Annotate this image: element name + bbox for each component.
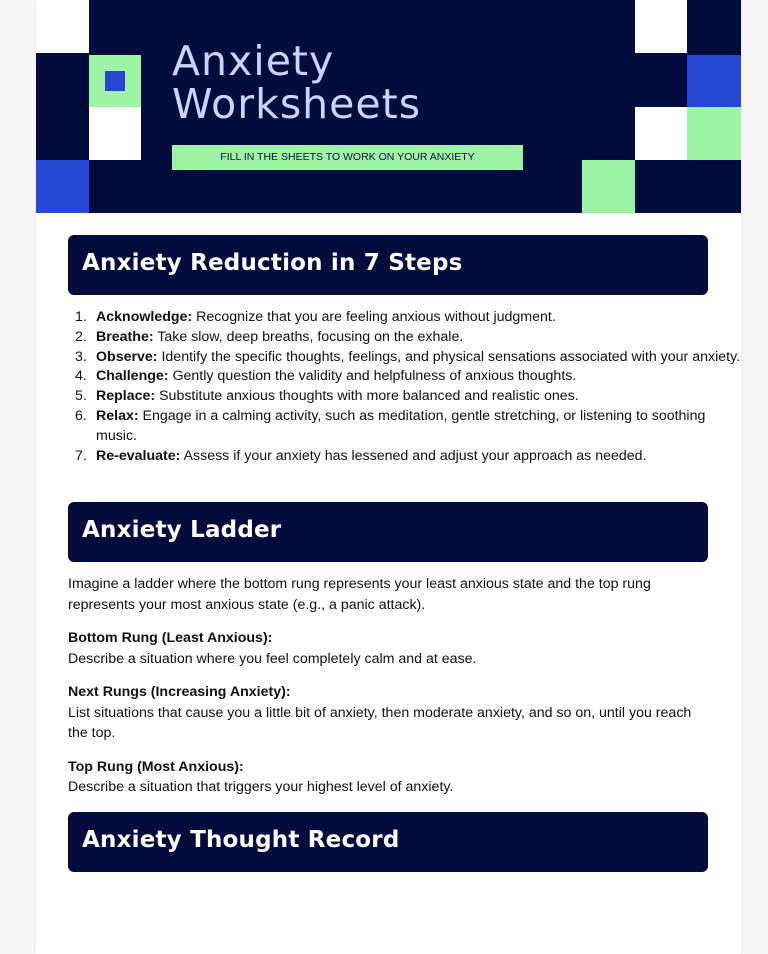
section-heading: Anxiety Ladder [82,517,282,543]
step-text: Gently question the validity and helpfulness of anxious thoughts. [172,368,577,385]
step-label: Relax: [96,407,139,424]
section-header-steps [68,235,708,295]
rung-label: Bottom Rung (Least Anxious): [68,630,273,646]
step-text: Take slow, deep breaths, focusing on the exhale. [157,328,464,345]
step-text: Recognize that you are feeling anxious without judgment. [196,309,556,325]
rung-text: Describe a situation where you feel completely calm and at ease. [68,650,477,667]
steps-list [68,308,741,466]
decor-block [36,0,89,53]
worksheet-page [36,0,741,954]
ladder-intro: Imagine a ladder where the bottom rung represents your least anxious state and the top rung represents your most anxious state (e.g., a panic attack). [68,576,651,613]
decor-block [36,160,89,213]
page-title [172,37,422,128]
list-item [75,367,741,387]
step-text: Assess if your anxiety has lessened and adjust your approach as needed. [183,447,647,464]
step-number: 1. [75,309,87,325]
section-header-ladder [68,502,708,562]
step-label: Challenge: [96,368,169,385]
decor-block [89,107,141,160]
rung-text: List situations that cause you a little bit of anxiety, then moderate anxiety, and so on, until you reach the top. [68,704,692,741]
decor-block [687,107,741,160]
list-item [75,308,741,328]
step-number: 5. [75,388,87,405]
step-text: Identify the specific thoughts, feelings, and physical sensations associated with your anxiety. [161,348,741,365]
step-number: 4. [75,368,87,385]
list-item [75,407,741,447]
list-item [75,447,741,467]
rung-label: Next Rungs (Increasing Anxiety): [68,684,291,700]
step-number: 2. [75,328,87,345]
title-line-2: Worksheets [172,80,422,128]
title-line-1: Anxiety [172,37,335,85]
decor-block [687,55,741,107]
step-number: 7. [75,447,87,464]
ladder-content [68,574,708,798]
step-label: Re-evaluate: [96,447,181,464]
step-text: Substitute anxious thoughts with more balanced and realistic ones. [159,388,579,405]
rung-label: Top Rung (Most Anxious): [68,758,244,775]
decor-block [582,160,635,213]
decor-block [105,71,125,91]
rung-text: Describe a situation that triggers your highest level of anxiety. [68,779,454,795]
list-item [75,328,741,348]
section-header-thought-record [68,812,708,872]
step-text: Engage in a calming activity, such as meditation, gentle stretching, or listening to soothing music. [96,407,706,444]
decor-block [635,0,687,53]
step-number: 6. [75,407,87,424]
step-number: 3. [75,348,87,365]
step-label: Observe: [96,348,158,365]
section-heading: Anxiety Reduction in 7 Steps [82,250,463,276]
list-item [75,387,741,407]
section-heading: Anxiety Thought Record [82,827,400,853]
step-label: Breathe: [96,328,154,345]
header-banner [36,0,741,213]
subtitle-bar: FILL IN THE SHEETS TO WORK ON YOUR ANXIETY [172,145,523,170]
decor-block [635,107,687,160]
step-label: Acknowledge: [96,309,193,325]
step-label: Replace: [96,388,156,405]
list-item [75,348,741,368]
